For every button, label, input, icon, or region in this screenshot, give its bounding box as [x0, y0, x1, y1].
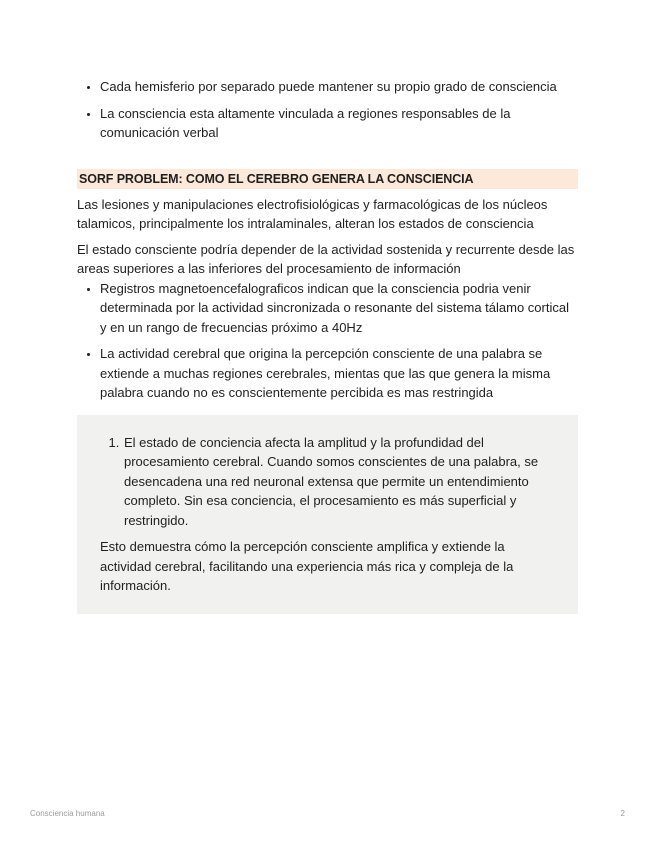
- section-bullet-list: [77, 279, 578, 403]
- paragraph: Las lesiones y manipulaciones electrofisiológicas y farmacológicas de los núcleos talamicos, principalmente los intralaminales, alteran los estados de consciencia: [77, 196, 548, 231]
- page-content: [77, 77, 578, 614]
- list-item: • Registros magnetoencefalograficos indican que la consciencia podria venir determinada por la actividad sincronizada o resonante del sistema tálamo cortical y en un rango de frecuencias próximo a 40Hz: [100, 279, 578, 338]
- intro-bullet-list: [77, 77, 578, 143]
- numbered-list: [100, 433, 556, 531]
- list-item: • La actividad cerebral que origina la percepción consciente de una palabra se extiende a muchas regiones cerebrales, mientas que las que genera la misma palabra cuando no es conscientemente percibida es mas restringida: [100, 344, 578, 403]
- callout-closing-paragraph: Esto demuestra cómo la percepción consciente amplifica y extiende la actividad cerebral, facilitando una experiencia más rica y compleja de la información.: [100, 539, 514, 593]
- paragraph: El estado consciente podría depender de la actividad sostenida y recurrente desde las areas superiores a las inferiores del procesamiento de información: [77, 241, 575, 276]
- section-heading: SORF PROBLEM: COMO EL CEREBRO GENERA LA CONSCIENCIA: [77, 169, 578, 189]
- footer-page-number: 2: [620, 809, 625, 818]
- footer-document-title: Consciencia humana: [30, 809, 105, 818]
- list-item: • La consciencia esta altamente vinculada a regiones responsables de la comunicación verbal: [100, 104, 578, 143]
- numbered-list-item: 1. El estado de conciencia afecta la amplitud y la profundidad del procesamiento cerebral. Cuando somos conscientes de una palabra, se desencadena una red neuronal extensa que permite un entendimiento completo. Sin esa conciencia, el procesamiento es más superficial y restringido.: [123, 433, 556, 531]
- list-item: • Cada hemisferio por separado puede mantener su propio grado de consciencia: [100, 77, 578, 97]
- callout-box: [77, 415, 578, 614]
